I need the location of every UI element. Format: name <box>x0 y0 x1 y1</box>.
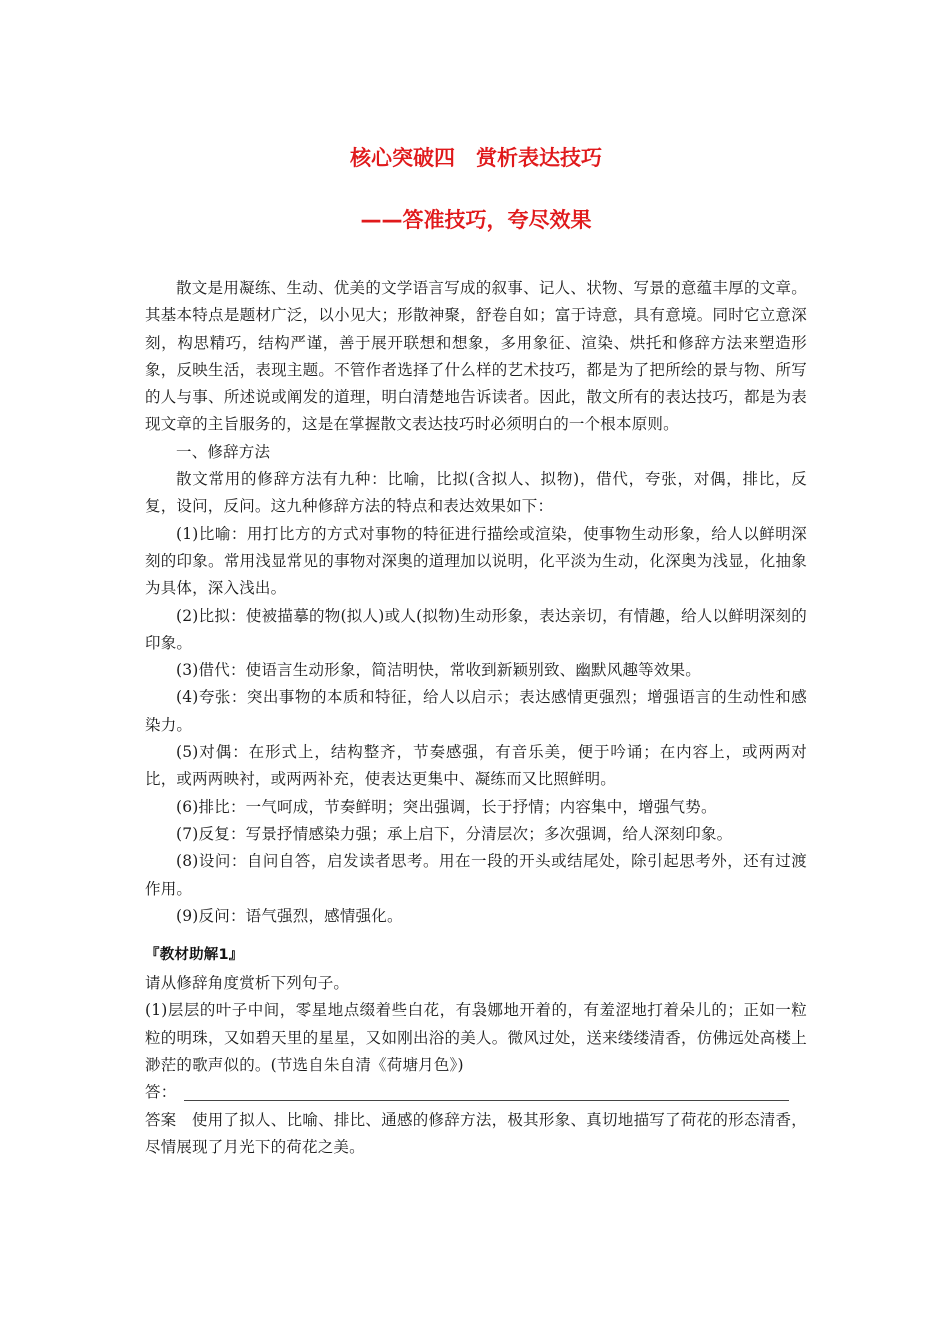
exercise-tag <box>145 944 807 966</box>
rhetoric-item-hypophora: (8)设问：自问自答，启发读者思考。用在一段的开头或结尾处，除引起思考外，还有过渡作用。 <box>145 852 807 898</box>
rhetoric-item-metonymy: (3)借代：使语言生动形象，简洁明快，常收到新颖别致、幽默风趣等效果。 <box>176 661 701 680</box>
rhetoric-item-personification: (2)比拟：使被描摹的物(拟人)或人(拟物)生动形象，表达亲切，有情趣，给人以鲜明深刻的印象。 <box>145 606 807 652</box>
document-body <box>145 275 807 1161</box>
rhetoric-item-parallelism: (6)排比：一气呵成，节奏鲜明；突出强调，长于抒情；内容集中，增强气势。 <box>176 797 717 816</box>
page-title: 核心突破四 赏析表达技巧 <box>350 146 602 170</box>
rhetoric-item-metaphor: (1)比喻：用打比方的方式对事物的特征进行描绘或渲染，使事物生动形象，给人以鲜明深刻的印象。常用浅显常见的事物对深奥的道理加以说明，化平淡为生动，化深奥为浅显，化抽象为具体，深入浅出。 <box>145 524 807 598</box>
document-page <box>145 140 807 1161</box>
exercise-prompt: 请从修辞角度赏析下列句子。 <box>145 974 350 993</box>
exercise-tag-label: 教材助解1 <box>159 947 229 964</box>
section-heading: 一、修辞方法 <box>176 442 271 461</box>
answer-key-text: 使用了拟人、比喻、排比、通感的修辞方法，极其形象、真切地描写了荷花的形态清香，尽情展现了月光下的荷花之美。 <box>145 1110 807 1156</box>
answer-key <box>145 1107 807 1162</box>
exercise-question: (1)层层的叶子中间，零星地点缀着些白花，有袅娜地开着的，有羞涩地打着朵儿的；正如一粒粒的明珠，又如碧天里的星星，又如刚出浴的美人。微风过处，送来缕缕清香，仿佛远处高楼上渺茫的歌声似的。(节选自朱自清《荷塘月色》) <box>145 1001 807 1075</box>
rhetoric-item-antithesis: (5)对偶：在形式上，结构整齐，节奏感强，有音乐美，便于吟诵；在内容上，或两两对比，或两两映衬，或两两补充，使表达更集中、凝练而又比照鲜明。 <box>145 743 807 789</box>
section-intro: 散文常用的修辞方法有九种：比喻，比拟(含拟人、拟物)，借代，夸张，对偶，排比，反复，设问，反问。这九种修辞方法的特点和表达效果如下： <box>145 470 807 516</box>
answer-line <box>145 1079 807 1106</box>
rhetoric-item-hyperbole: (4)夸张：突出事物的本质和特征，给人以启示；表达感情更强烈；增强语言的生动性和感染力。 <box>145 688 807 734</box>
answer-key-label: 答案 <box>145 1110 177 1129</box>
rhetoric-item-rhetorical-question: (9)反问：语气强烈，感情强化。 <box>176 906 403 925</box>
answer-prefix: 答： <box>145 1083 177 1102</box>
exercise-tag-close: 』 <box>228 947 244 964</box>
answer-blank <box>184 1084 789 1101</box>
rhetoric-item-repetition: (7)反复：写景抒情感染力强；承上启下，分清层次；多次强调，给人深刻印象。 <box>176 824 733 843</box>
page-subtitle: ——答准技巧，夸尽效果 <box>360 208 592 232</box>
exercise-tag-open: 『 <box>145 947 160 964</box>
intro-paragraph: 散文是用凝练、生动、优美的文学语言写成的叙事、记人、状物、写景的意蕴丰厚的文章。其基本特点是题材广泛，以小见大；形散神聚，舒卷自如；富于诗意，具有意境。同时它立意深刻，构思精巧，结构严谨，善于展开联想和想象，多用象征、渲染、烘托和修辞方法来塑造形象，反映生活，表现主题。不管作者选择了什么样的艺术技巧，都是为了把所绘的景与物、所写的人与事、所述说或阐发的道理，明白清楚地告诉读者。因此，散文所有的表达技巧，都是为表现文章的主旨服务的，这是在掌握散文表达技巧时必须明白的一个根本原则。 <box>145 279 807 434</box>
